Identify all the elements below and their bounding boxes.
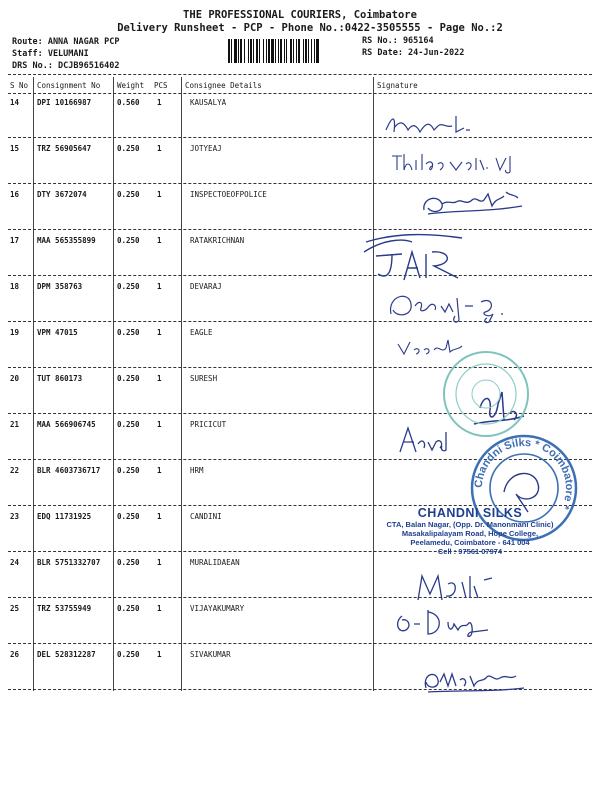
row-consignee: EAGLE bbox=[190, 328, 213, 337]
signature-kausalya bbox=[382, 108, 477, 140]
signature-vijayakumary bbox=[392, 604, 502, 640]
row-sno: 22 bbox=[10, 466, 20, 475]
signature-prakash bbox=[418, 186, 528, 222]
row-weight: 0.250 bbox=[117, 190, 140, 199]
row-consignment-no: BLR 4603736717 bbox=[37, 466, 101, 475]
column-divider bbox=[373, 77, 374, 691]
row-weight: 0.250 bbox=[117, 466, 140, 475]
row-pcs: 1 bbox=[157, 466, 162, 475]
seal-text: Chandni Silks * Coimbatore * bbox=[472, 436, 576, 512]
row-consignment-no: BLR 5751332707 bbox=[37, 558, 101, 567]
staff-label: Staff: VELUMANI bbox=[12, 49, 89, 59]
column-divider bbox=[33, 77, 34, 691]
row-weight: 0.250 bbox=[117, 236, 140, 245]
row-weight: 0.250 bbox=[117, 420, 140, 429]
col-signature: Signature bbox=[377, 81, 418, 90]
column-divider bbox=[113, 77, 114, 691]
row-consignment-no: TRZ 56905647 bbox=[37, 144, 92, 153]
row-sno: 21 bbox=[10, 420, 20, 429]
row-weight: 0.250 bbox=[117, 328, 140, 337]
stamp-address-line: Masakalipalayam Road, Hope College, bbox=[401, 529, 539, 538]
row-pcs: 1 bbox=[157, 282, 162, 291]
row-sno: 16 bbox=[10, 190, 20, 199]
row-sno: 17 bbox=[10, 236, 20, 245]
row-weight: 0.250 bbox=[117, 512, 140, 521]
row-consignment-no: TUT 860173 bbox=[37, 374, 83, 383]
round-seal-faded bbox=[440, 348, 532, 440]
row-consignment-no: DPI 10166987 bbox=[37, 98, 92, 107]
row-consignment-no: MAA 566906745 bbox=[37, 420, 96, 429]
row-sno: 18 bbox=[10, 282, 20, 291]
rs-date: RS Date: 24-Jun-2022 bbox=[362, 48, 465, 58]
row-consignee: SURESH bbox=[190, 374, 218, 383]
row-pcs: 1 bbox=[157, 512, 162, 521]
row-consignment-no: EDQ 11731925 bbox=[37, 512, 92, 521]
drs-number: DRS No.: DCJB96516402 bbox=[12, 61, 120, 71]
row-consignment-no: VPM 47015 bbox=[37, 328, 78, 337]
row-consignee: MURALIDAEAN bbox=[190, 558, 240, 567]
row-weight: 0.250 bbox=[117, 282, 140, 291]
row-pcs: 1 bbox=[157, 420, 162, 429]
row-pcs: 1 bbox=[157, 604, 162, 613]
row-pcs: 1 bbox=[157, 374, 162, 383]
col-sno: S No bbox=[10, 81, 29, 90]
row-consignee: RATAKRICHNAN bbox=[190, 236, 245, 245]
col-consignment: Consignment No bbox=[37, 81, 101, 90]
row-sno: 25 bbox=[10, 604, 20, 613]
row-weight: 0.250 bbox=[117, 604, 140, 613]
col-consignee: Consignee Details bbox=[185, 81, 262, 90]
row-sno: 26 bbox=[10, 650, 20, 659]
row-separator bbox=[8, 275, 592, 276]
row-weight: 0.250 bbox=[117, 374, 140, 383]
row-separator bbox=[8, 597, 592, 598]
row-consignee: INSPECTOEOFPOLICE bbox=[190, 190, 267, 199]
row-weight: 0.250 bbox=[117, 144, 140, 153]
row-consignment-no: TRZ 53755949 bbox=[37, 604, 92, 613]
col-weight: Weight bbox=[117, 81, 145, 90]
row-consignment-no: MAA 565355899 bbox=[37, 236, 96, 245]
signature-jair bbox=[362, 232, 472, 284]
row-pcs: 1 bbox=[157, 190, 162, 199]
row-consignee: DEVARAJ bbox=[190, 282, 222, 291]
row-consignee: CANDINI bbox=[190, 512, 222, 521]
row-pcs: 1 bbox=[157, 144, 162, 153]
row-separator bbox=[8, 229, 592, 230]
row-weight: 0.250 bbox=[117, 558, 140, 567]
page-title: THE PROFESSIONAL COURIERS, Coimbatore bbox=[183, 9, 417, 21]
stamp-address-line: CTA, Balan Nagar, (Opp. Dr. Manonmani Clinic) bbox=[386, 520, 554, 529]
col-pcs: PCS bbox=[154, 81, 168, 90]
row-consignee: VIJAYAKUMARY bbox=[190, 604, 245, 613]
row-consignment-no: DTY 3672074 bbox=[37, 190, 87, 199]
row-sno: 15 bbox=[10, 144, 20, 153]
row-consignee: KAUSALYA bbox=[190, 98, 227, 107]
row-consignee: PRICICUT bbox=[190, 420, 227, 429]
row-consignee: SIVAKUMAR bbox=[190, 650, 231, 659]
row-separator bbox=[8, 137, 592, 138]
signature-devaraj bbox=[385, 284, 525, 324]
row-consignment-no: DEL 528312287 bbox=[37, 650, 96, 659]
row-pcs: 1 bbox=[157, 236, 162, 245]
row-pcs: 1 bbox=[157, 328, 162, 337]
row-sno: 20 bbox=[10, 374, 20, 383]
column-divider bbox=[181, 77, 182, 691]
stamp-company-name: CHANDNI SILKS bbox=[417, 506, 523, 520]
header-rule-bottom bbox=[8, 93, 592, 94]
row-sno: 24 bbox=[10, 558, 20, 567]
svg-text:Chandni Silks * Coimbatore * bbox=[473, 437, 575, 512]
header-rule-top bbox=[8, 74, 592, 75]
page-subtitle: Delivery Runsheet - PCP - Phone No.:0422-3505555 - Page No.:2 bbox=[117, 22, 503, 34]
signature-mani bbox=[414, 570, 504, 604]
row-weight: 0.250 bbox=[117, 650, 140, 659]
route-label: Route: ANNA NAGAR PCP bbox=[12, 37, 120, 47]
row-sno: 23 bbox=[10, 512, 20, 521]
company-stamp bbox=[365, 506, 575, 556]
row-separator bbox=[8, 643, 592, 644]
rs-number: RS No.: 965164 bbox=[362, 36, 434, 46]
row-sno: 19 bbox=[10, 328, 20, 337]
row-pcs: 1 bbox=[157, 650, 162, 659]
stamp-address-line: Peelamedu, Coimbatore - 641 004 bbox=[410, 538, 530, 547]
row-pcs: 1 bbox=[157, 98, 162, 107]
row-consignee: HRM bbox=[190, 466, 204, 475]
row-sno: 14 bbox=[10, 98, 20, 107]
row-weight: 0.560 bbox=[117, 98, 140, 107]
stamp-phone: Cell : 97561 07974 bbox=[437, 547, 503, 556]
signature-thilagavathi bbox=[388, 150, 528, 176]
row-pcs: 1 bbox=[157, 558, 162, 567]
row-separator bbox=[8, 183, 592, 184]
signature-sivakumar bbox=[420, 660, 530, 696]
row-consignee: JOTYEAJ bbox=[190, 144, 222, 153]
runsheet-barcode bbox=[228, 39, 350, 63]
row-consignment-no: DPM 358763 bbox=[37, 282, 83, 291]
